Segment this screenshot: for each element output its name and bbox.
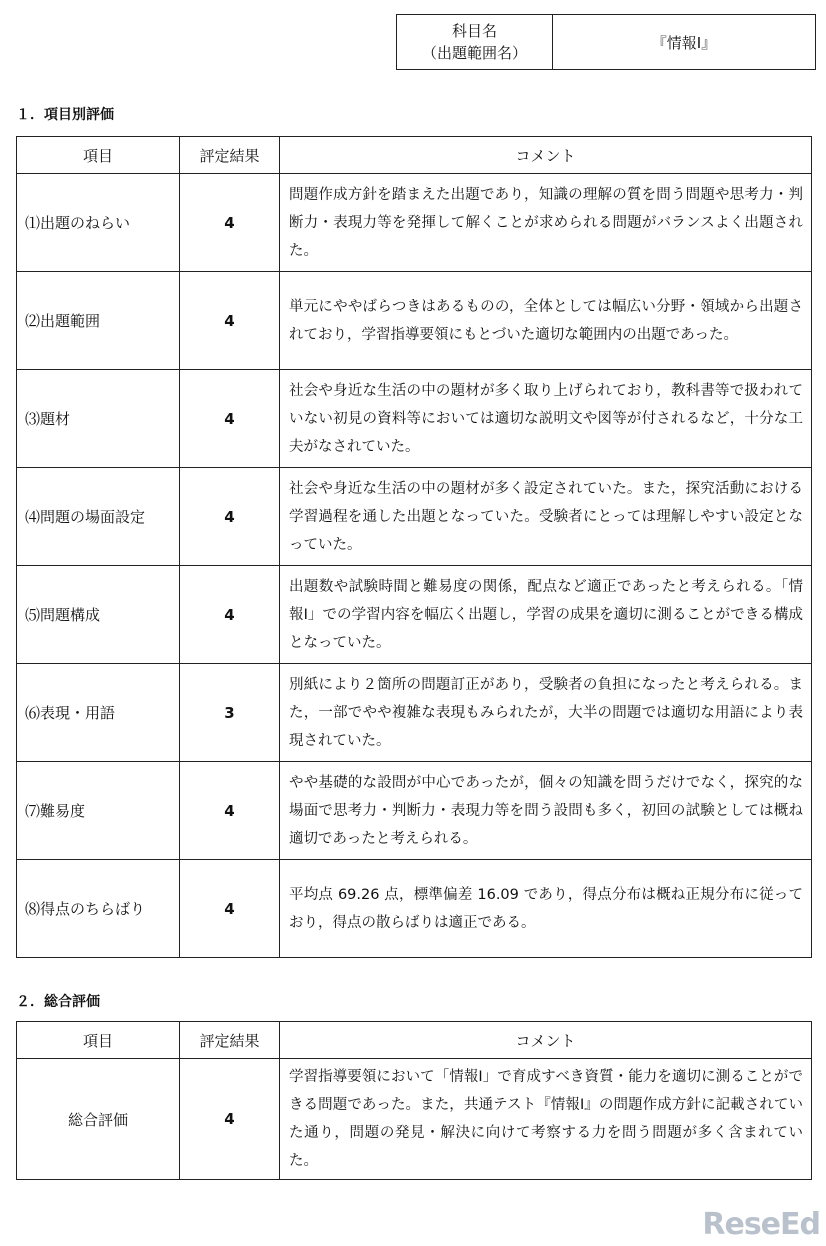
subject-value: 『情報Ⅰ』 (553, 15, 816, 70)
item-comment: 平均点 69.26 点，標準偏差 16.09 であり，得点分布は概ね正規分布に従っており，得点の散らばりは適正である。 (280, 860, 812, 958)
item-name: ⑶題材 (17, 370, 180, 468)
section2-heading: ２．総合評価 (16, 994, 100, 1010)
item-comment: 別紙により２箇所の問題訂正があり，受験者の負担になったと考えられる。また，一部でやや複雑な表現もみられたが，大半の問題では適切な用語により表現されていた。 (280, 664, 812, 762)
item-comment: 出題数や試験時間と難易度の関係，配点など適正であったと考えられる。「情報Ⅰ」での学習内容を幅広く出題し，学習の成果を適切に測ることができる構成となっていた。 (280, 566, 812, 664)
summary-header-result: 評定結果 (180, 1022, 280, 1059)
item-comment: 社会や身近な生活の中の題材が多く取り上げられており，教科書等で扱われていない初見の資料等においては適切な説明文や図等が付されるなど，十分な工夫がなされていた。 (280, 370, 812, 468)
column-header-item: 項目 (17, 137, 180, 174)
summary-evaluation-table (16, 1021, 812, 1180)
subject-label-line2: （出題範囲名） (421, 44, 527, 62)
table-row (17, 762, 812, 860)
subject-label-line1: 科目名 (451, 22, 497, 40)
table-row (17, 468, 812, 566)
item-comment: やや基礎的な設問が中心であったが，個々の知識を問うだけでなく，探究的な場面で思考力・判断力・表現力等を問う設問も多く，初回の試験としては概ね適切であったと考えられる。 (280, 762, 812, 860)
item-score: 4 (180, 272, 280, 370)
summary-header-comment: コメント (280, 1022, 812, 1059)
summary-name: 総合評価 (17, 1059, 180, 1180)
table-row (17, 860, 812, 958)
section1-heading: １．項目別評価 (16, 107, 114, 123)
subject-label-cell (397, 15, 553, 70)
summary-header-item: 項目 (17, 1022, 180, 1059)
item-score: 3 (180, 664, 280, 762)
table-row (17, 370, 812, 468)
item-comment: 単元にややばらつきはあるものの，全体としては幅広い分野・領域から出題されており，学習指導要領にもとづいた適切な範囲内の出題であった。 (280, 272, 812, 370)
item-score: 4 (180, 174, 280, 272)
item-comment: 社会や身近な生活の中の題材が多く設定されていた。また，探究活動における学習過程を通した出題となっていた。受験者にとっては理解しやすい設定となっていた。 (280, 468, 812, 566)
item-name: ⑻得点のちらばり (17, 860, 180, 958)
item-name: ⑸問題構成 (17, 566, 180, 664)
item-score: 4 (180, 860, 280, 958)
item-name: ⑵出題範囲 (17, 272, 180, 370)
summary-comment: 学習指導要領において「情報Ⅰ」で育成すべき資質・能力を適切に測ることができる問題であった。また，共通テスト『情報Ⅰ』の問題作成方針に記載されていた通り，問題の発見・解決に向けて考察する力を問う問題が多く含まれていた。 (280, 1059, 812, 1180)
item-comment: 問題作成方針を踏まえた出題であり，知識の理解の質を問う問題や思考力・判断力・表現力等を発揮して解くことが求められる問題がバランスよく出題された。 (280, 174, 812, 272)
item-name: ⑷問題の場面設定 (17, 468, 180, 566)
table-row (17, 174, 812, 272)
table-row (17, 1059, 812, 1180)
item-name: ⑹表現・用語 (17, 664, 180, 762)
table-row (17, 664, 812, 762)
item-name: ⑴出題のねらい (17, 174, 180, 272)
item-score: 4 (180, 370, 280, 468)
table-row (17, 272, 812, 370)
resemom-logo: ReseEd (702, 1207, 820, 1242)
table-row (17, 566, 812, 664)
subject-table (396, 14, 816, 70)
item-name: ⑺難易度 (17, 762, 180, 860)
item-score: 4 (180, 762, 280, 860)
item-evaluation-table (16, 136, 812, 958)
summary-score: 4 (180, 1059, 280, 1180)
column-header-comment: コメント (280, 137, 812, 174)
item-score: 4 (180, 566, 280, 664)
column-header-result: 評定結果 (180, 137, 280, 174)
item-score: 4 (180, 468, 280, 566)
